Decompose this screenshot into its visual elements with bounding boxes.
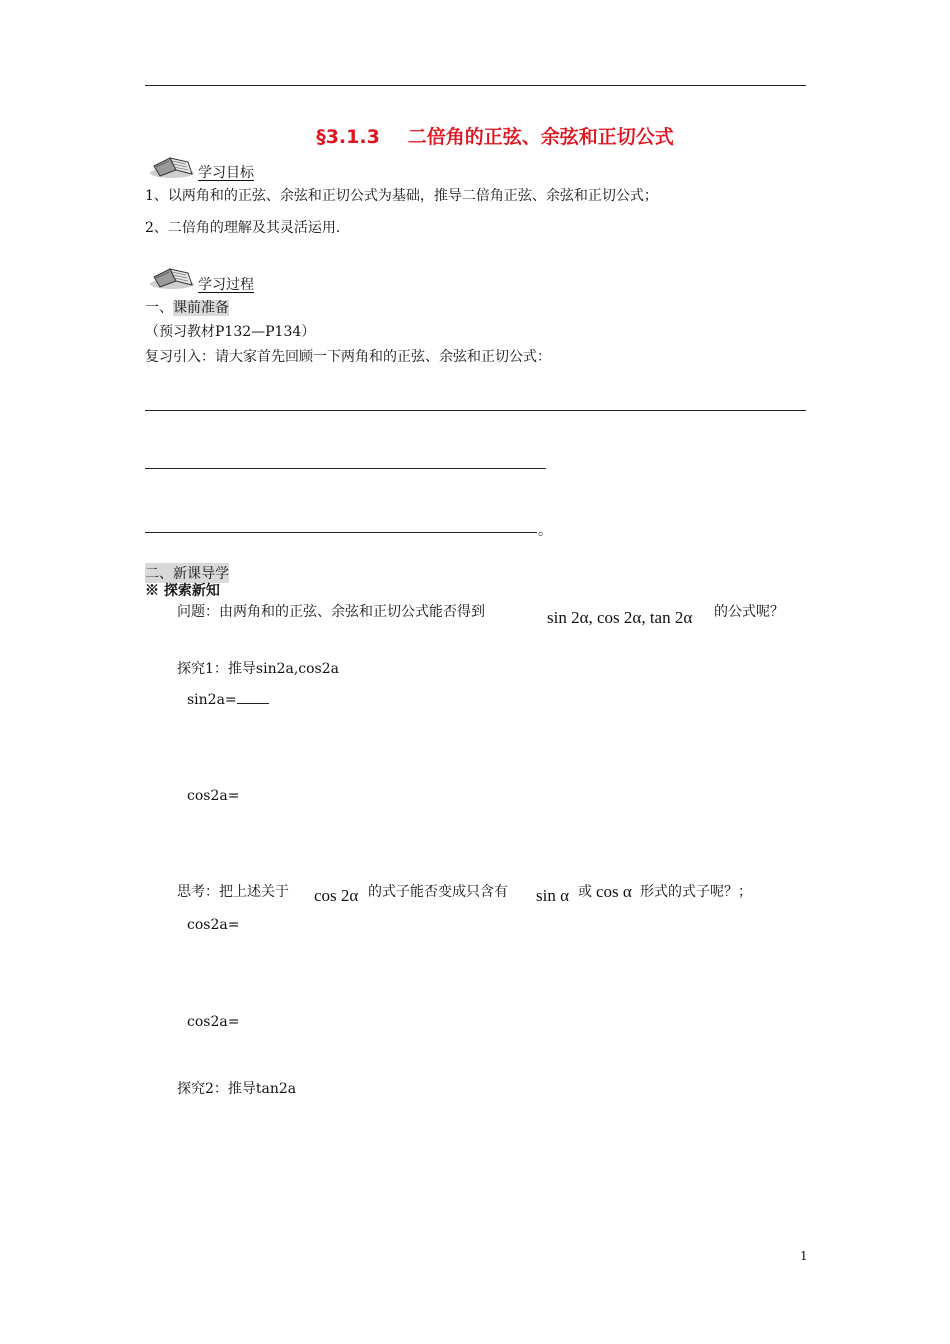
question-line (177, 601, 485, 621)
sin2a-label: sin2a= (187, 692, 237, 708)
think-math-cos: cos α (596, 882, 632, 901)
explore-title: ※ 探索新知 (145, 583, 220, 599)
question-math: sin 2α, cos 2α, tan 2α (547, 608, 693, 627)
objectives-heading: 学习目标 (198, 165, 254, 181)
part1-prefix: 一、 (145, 300, 173, 316)
cos2a-label-1: cos2a= (187, 788, 240, 804)
think-text-d: 形式的式子呢？； (640, 884, 752, 900)
answer-line-3 (145, 532, 537, 533)
title-text: 二倍角的正弦、余弦和正切公式 (407, 126, 674, 148)
objective-item-2: 2、二倍角的理解及其灵活运用. (145, 220, 341, 236)
review-prompt: 复习引入：请大家首先回顾一下两角和的正弦、余弦和正切公式： (145, 349, 551, 365)
section-number: §3.1.3 (316, 126, 380, 148)
page-title (0, 122, 950, 149)
objective-item-1: 1、以两角和的正弦、余弦和正切公式为基础，推导二倍角正弦、余弦和正切公式； (145, 188, 658, 204)
part2-title: 二、新课导学 (145, 563, 229, 583)
think-text-b: 的式子能否变成只含有 (368, 884, 508, 900)
explore2-title: 探究2：推导tan2a (177, 1081, 297, 1097)
page-number: 1 (800, 1249, 808, 1263)
answer-line-2 (145, 468, 546, 469)
sin2a-line (187, 691, 269, 708)
think-math-cos2a: cos 2α (314, 886, 359, 905)
book-icon (146, 152, 198, 180)
end-mark: 。 (538, 523, 552, 539)
top-rule (145, 85, 806, 86)
explore1-title: 探究1：推导sin2a,cos2a (177, 661, 339, 677)
preview-note: （预习教材P132—P134） (145, 324, 316, 340)
question-prefix: 问题：由两角和的正弦、余弦和正切公式能否得到 (177, 604, 485, 620)
part1-heading (145, 297, 229, 317)
part1-title: 课前准备 (173, 300, 229, 316)
think-text-c: 或 (578, 884, 592, 900)
cos2a-label-2: cos2a= (187, 917, 240, 933)
think-text-a: 思考：把上述关于 (177, 884, 289, 900)
book-icon (146, 263, 198, 291)
answer-line-1 (145, 410, 806, 411)
sin2a-blank (237, 691, 269, 704)
question-suffix: 的公式呢？ (714, 604, 784, 620)
process-heading: 学习过程 (198, 277, 254, 293)
think-math-sin: sin α (536, 886, 569, 905)
cos2a-label-3: cos2a= (187, 1014, 240, 1030)
